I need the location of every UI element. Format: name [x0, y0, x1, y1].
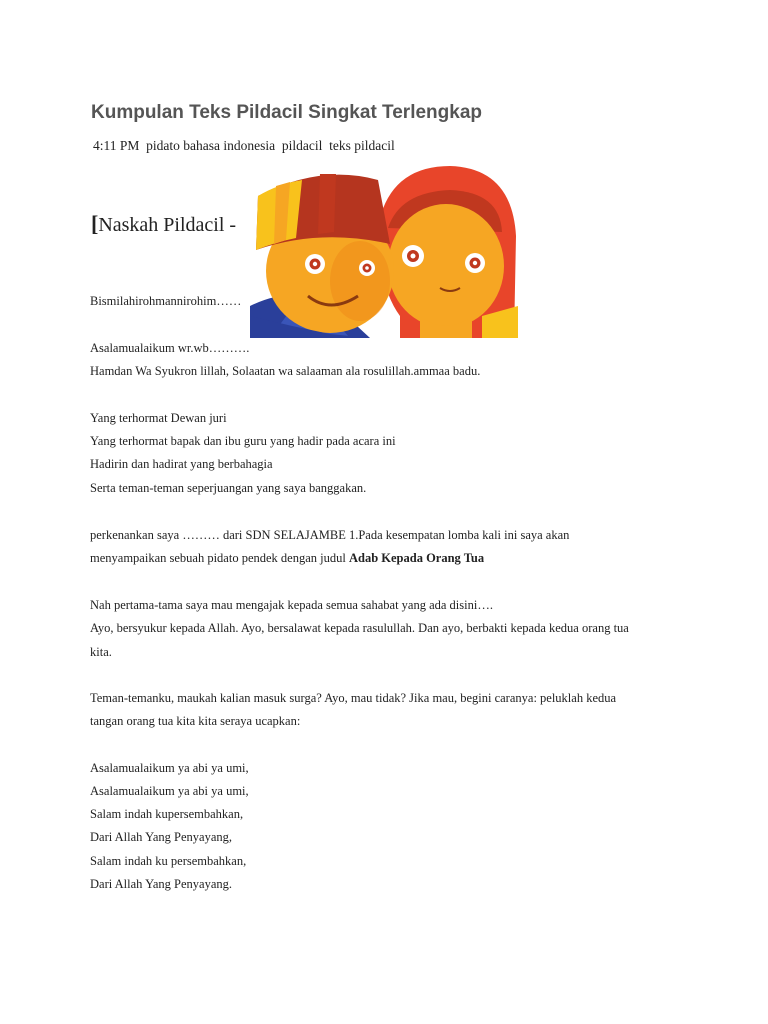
text-line: Serta teman-teman seperjuangan yang saya banggakan. [90, 481, 367, 495]
label-link[interactable]: pildacil [281, 138, 323, 153]
text-line: Dari Allah Yang Penyayang, [90, 830, 232, 844]
text-line: Hamdan Wa Syukron lillah, Solaatan wa salaaman ala rosulillah.ammaa badu. [90, 364, 481, 378]
text-line: perkenankan saya ……… dari SDN SELAJAMBE 1.Pada kesempatan lomba kali ini saya akan [90, 528, 570, 542]
text-line: Salam indah ku persembahkan, [90, 854, 247, 868]
text-line: tangan orang tua kita kita seraya ucapkan: [90, 714, 301, 728]
two-children-illustration-icon [250, 166, 518, 338]
text-line: Hadirin dan hadirat yang berbahagia [90, 457, 273, 471]
text-line: Nah pertama-tama saya mau mengajak kepada semua sahabat yang ada disini…. [90, 598, 493, 612]
text-line: Asalamualaikum ya abi ya umi, [90, 761, 249, 775]
text-line-part: menyampaikan sebuah pidato pendek dengan judul [90, 551, 349, 565]
text-line: kita. [90, 645, 112, 659]
text-line: Dari Allah Yang Penyayang. [90, 877, 232, 891]
text-line: Asalamualaikum ya abi ya umi, [90, 784, 249, 798]
post-time: 4:11 PM [93, 138, 140, 153]
text-line: Salam indah kupersembahkan, [90, 807, 244, 821]
text-line [90, 551, 484, 566]
text-line: Bismilahirohmannirohim…… [90, 294, 242, 308]
speech-title: Adab Kepada Orang Tua [348, 551, 485, 565]
text-line: Yang terhormat bapak dan ibu guru yang hadir pada acara ini [90, 434, 396, 448]
label-link[interactable]: pidato bahasa indonesia [146, 138, 276, 153]
heading-bracket: [ [91, 211, 99, 236]
text-line: Ayo, bersyukur kepada Allah. Ayo, bersalawat kepada rasulullah. Dan ayo, berbakti kepada kedua orang tua [90, 621, 629, 635]
label-link[interactable]: teks pildacil [329, 138, 395, 153]
section-heading [91, 211, 236, 237]
page-title: Kumpulan Teks Pildacil Singkat Terlengkap [91, 102, 483, 123]
text-line: Asalamualaikum wr.wb………. [90, 341, 250, 355]
text-line: Yang terhormat Dewan juri [90, 411, 227, 425]
text-line: Teman-temanku, maukah kalian masuk surga? Ayo, mau tidak? Jika mau, begini caranya: peluklah kedua [90, 691, 617, 705]
heading-text: Naskah Pildacil - [98, 214, 237, 236]
post-meta [93, 138, 395, 154]
